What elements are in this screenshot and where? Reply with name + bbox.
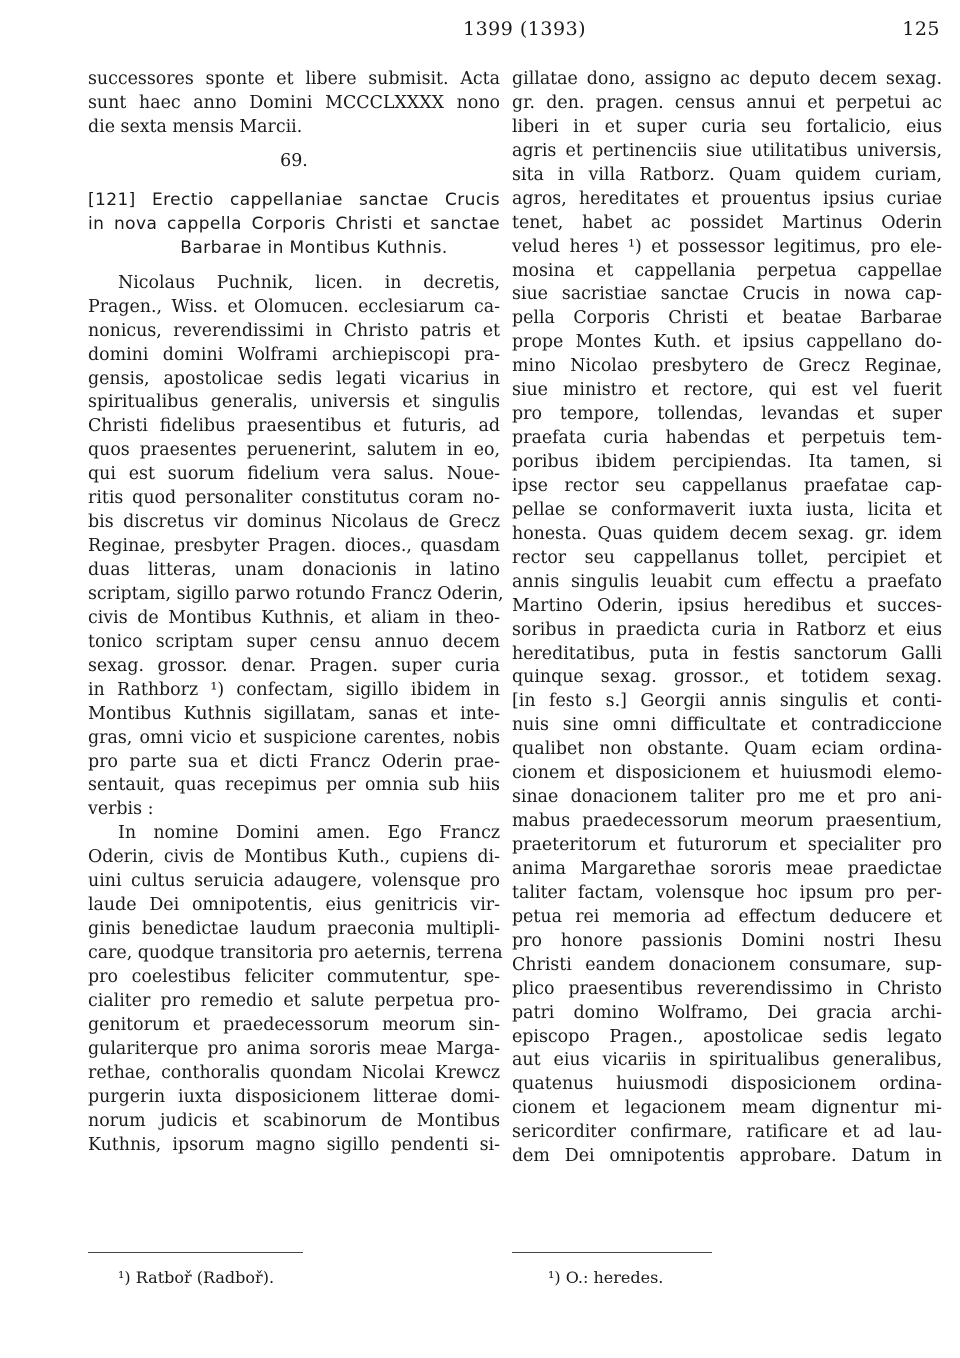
text-line: plico praesentibus reverendissimo in Christo bbox=[512, 978, 942, 999]
text-line: Oderin, civis de Montibus Kuth., cupiens di- bbox=[88, 847, 500, 868]
left-footnote-rule bbox=[88, 1252, 303, 1253]
text-line: in nova cappella Corporis Christi et sanctae bbox=[88, 213, 500, 234]
text-line: agros, hereditates et prouentus ipsius curiae bbox=[512, 188, 942, 209]
right-body-text bbox=[512, 68, 942, 1169]
running-head bbox=[88, 18, 940, 48]
text-line: laude Dei omnipotentis, eius genitricis vir- bbox=[88, 895, 500, 916]
text-line: gulariterque pro anima sororis meae Marga- bbox=[88, 1038, 500, 1059]
intro-text bbox=[88, 68, 500, 140]
text-line: poribus ibidem percipiendas. Ita tamen, si bbox=[512, 452, 942, 472]
text-line: patri domino Wolframo, Dei gracia archi- bbox=[512, 1002, 942, 1023]
running-head-year: 1399 (1393) bbox=[463, 18, 587, 40]
text-line: quinque sexag. grossor., et totidem sexag. bbox=[512, 667, 942, 688]
text-line: liberi in et super curia seu fortalicio, eius bbox=[512, 116, 942, 137]
text-line: purgerin iuxta disposicionem litterae domi- bbox=[88, 1086, 500, 1107]
text-line: praeteritorum et futurorum et specialiter pro bbox=[512, 835, 942, 855]
right-footnote: ¹) O.: heredes. bbox=[548, 1268, 664, 1287]
text-line: ipse rector seu cappellanus praefatae cap- bbox=[512, 475, 942, 496]
text-line: gras, omni vicio et suspicione carentes, nobis bbox=[88, 727, 500, 748]
text-line: anima Margarethae sororis meae praedictae bbox=[512, 858, 942, 879]
text-line: mino Nicolao presbytero de Grecz Reginae, bbox=[512, 356, 942, 377]
text-line: Martino Oderin, ipsius heredibus et succes- bbox=[512, 595, 942, 616]
text-line: civis de Montibus Kuthnis, et aliam in theo- bbox=[88, 607, 500, 628]
text-line: ginis benedictae laudum praeconia multipli- bbox=[88, 919, 500, 940]
text-line: [121] Erectio cappellaniae sanctae Crucis bbox=[88, 189, 500, 210]
text-line: tonico scriptam super censu annuo decem bbox=[88, 631, 500, 652]
text-line: pro honore passionis Domini nostri Ihesu bbox=[512, 930, 942, 951]
text-line: soribus in praedicta curia in Ratborz et eius bbox=[512, 619, 942, 640]
left-footnote: ¹) Ratboř (Radboř). bbox=[118, 1268, 275, 1287]
text-line: agris et pertinenciis siue utilitatibus universis, bbox=[512, 140, 942, 161]
text-line: Reginae, presbyter Pragen. dioces., quasdam bbox=[88, 536, 500, 557]
text-line: pro coelestibus feliciter commutentur, spe- bbox=[88, 966, 500, 987]
text-line: sericorditer confirmare, ratificare et ad lau- bbox=[512, 1122, 942, 1143]
text-line: [in festo s.] Georgii annis singulis et conti- bbox=[512, 691, 942, 712]
text-line: care, quodque transitoria pro aeternis, terrena bbox=[88, 943, 503, 963]
text-line: Christi eandem donacionem consumare, sup- bbox=[512, 954, 942, 975]
text-line: siue sacristiae sanctae Crucis in nowa cap- bbox=[512, 284, 942, 305]
right-footnote-rule bbox=[512, 1252, 712, 1253]
text-line: pro parte sua et dicti Francz Oderin prae- bbox=[88, 751, 500, 772]
text-line: Christi fidelibus praesentibus et futuris, ad bbox=[88, 416, 500, 437]
text-line: cionem et disposicionem et huiusmodi elemo- bbox=[512, 763, 942, 784]
text-line: Montibus Kuthnis sigillatam, sanas et inte- bbox=[88, 703, 500, 724]
text-line: ritis quod personaliter constitutus coram no- bbox=[88, 488, 500, 509]
text-line: rethae, conthoralis quondam Nicolai Krewcz bbox=[88, 1062, 500, 1083]
text-line: Kuthnis, ipsorum magno sigillo pendenti si- bbox=[88, 1134, 500, 1155]
text-line: pella Corporis Christi et beatae Barbarae bbox=[512, 308, 942, 329]
text-line: Barbarae in Montibus Kuthnis. bbox=[180, 237, 448, 258]
text-line: hereditatibus, puta in festis sanctorum Galli bbox=[512, 643, 942, 664]
text-line: velud heres ¹) et possessor legitimus, pro ele- bbox=[512, 236, 942, 257]
text-line: Pragen., Wiss. et Olomucen. ecclesiarum ca- bbox=[88, 296, 500, 317]
text-line: genitorum et praedecessorum meorum sin- bbox=[88, 1014, 500, 1035]
text-line: aut eius vicariis in spiritualibus generalibus, bbox=[512, 1050, 942, 1071]
text-line: annis singulis leuabit cum effectu a praefato bbox=[512, 571, 942, 592]
left-column bbox=[88, 68, 504, 1157]
right-column bbox=[512, 68, 942, 1169]
text-line: nuis sine omni difficultate et contradiccione bbox=[512, 715, 942, 736]
text-line: mabus praedecessorum meorum praesentium, bbox=[512, 811, 942, 832]
text-line: In nomine Domini amen. Ego Francz bbox=[118, 823, 500, 844]
text-line: die sexta mensis Marcii. bbox=[88, 116, 303, 137]
left-body-text bbox=[88, 272, 504, 1158]
page-number: 125 bbox=[902, 18, 940, 40]
text-line: cionem et legacionem meam dignentur mi- bbox=[512, 1098, 942, 1119]
text-line: taliter factam, volensque hoc ipsum pro per- bbox=[512, 882, 942, 903]
text-line: praefata curia habendas et perpetuis tem- bbox=[512, 428, 942, 449]
text-line: scriptam, sigillo parwo rotundo Francz Oderin, bbox=[88, 583, 504, 604]
text-line: Nicolaus Puchnik, licen. in decretis, bbox=[118, 272, 500, 293]
text-line: verbis : bbox=[88, 799, 154, 820]
text-line: qualibet non obstante. Quam eciam ordina- bbox=[512, 739, 942, 760]
text-line: gensis, apostolicae sedis legati vicarius in bbox=[88, 368, 500, 389]
text-line: gillatae dono, assigno ac deputo decem sexag. bbox=[512, 69, 942, 89]
text-line: gr. den. pragen. census annui et perpetui ac bbox=[512, 92, 942, 113]
document-heading bbox=[88, 188, 500, 260]
text-line: duas litteras, unam donacionis in latino bbox=[88, 560, 500, 580]
text-line: tenet, habet ac possidet Martinus Oderin bbox=[512, 212, 942, 233]
text-line: cialiter pro remedio et salute perpetua pro- bbox=[88, 990, 500, 1011]
document-number: 69. bbox=[280, 150, 308, 171]
text-line: uini cultus seruicia adaugere, volensque pro bbox=[88, 871, 500, 892]
text-line: sexag. grossor. denar. Pragen. super curia bbox=[88, 655, 500, 676]
text-line: successores sponte et libere submisit. Acta bbox=[88, 69, 500, 89]
text-line: honesta. Quas quidem decem sexag. gr. idem bbox=[512, 523, 942, 544]
text-line: pellae se conformaverit iuxta iusta, licita et bbox=[512, 499, 942, 520]
text-line: sinae donacionem taliter pro me et pro ani- bbox=[512, 787, 942, 808]
text-line: prope Montes Kuth. et ipsius cappellano do- bbox=[512, 332, 942, 353]
text-line: domini domini Wolframi archiepiscopi pra- bbox=[88, 344, 500, 365]
text-line: nonicus, reverendissimi in Christo patris et bbox=[88, 320, 500, 341]
text-line: in Rathborz ¹) confectam, sigillo ibidem in bbox=[88, 679, 500, 700]
text-line: quos praesentes peruenerint, salutem in eo, bbox=[88, 440, 500, 461]
text-line: quatenus huiusmodi disposicionem ordina- bbox=[512, 1074, 942, 1095]
text-line: bis discretus vir dominus Nicolaus de Grecz bbox=[88, 512, 500, 533]
text-line: sunt haec anno Domini MCCCLXXXX nono bbox=[88, 92, 500, 113]
text-line: petua rei memoria ad effectum deducere et bbox=[512, 906, 942, 927]
text-line: dem Dei omnipotentis approbare. Datum in bbox=[512, 1146, 942, 1167]
text-line: qui est suorum fidelium vera salus. Noue- bbox=[88, 464, 500, 485]
text-line: rector seu cappellanus tollet, percipiet et bbox=[512, 547, 942, 568]
text-line: sentauit, quas recepimus per omnia sub hiis bbox=[88, 775, 500, 796]
text-line: mosina et cappellania perpetua cappellae bbox=[512, 260, 942, 281]
text-line: episcopo Pragen., apostolicae sedis legato bbox=[512, 1026, 942, 1047]
text-line: sita in villa Ratborz. Quam quidem curiam, bbox=[512, 164, 942, 185]
text-line: spiritualibus generalis, universis et singulis bbox=[88, 392, 500, 413]
text-line: norum judicis et scabinorum de Montibus bbox=[88, 1110, 500, 1131]
text-line: siue ministro et rectore, qui est vel fuerit bbox=[512, 380, 942, 401]
text-line: pro tempore, tollendas, levandas et super bbox=[512, 404, 942, 425]
